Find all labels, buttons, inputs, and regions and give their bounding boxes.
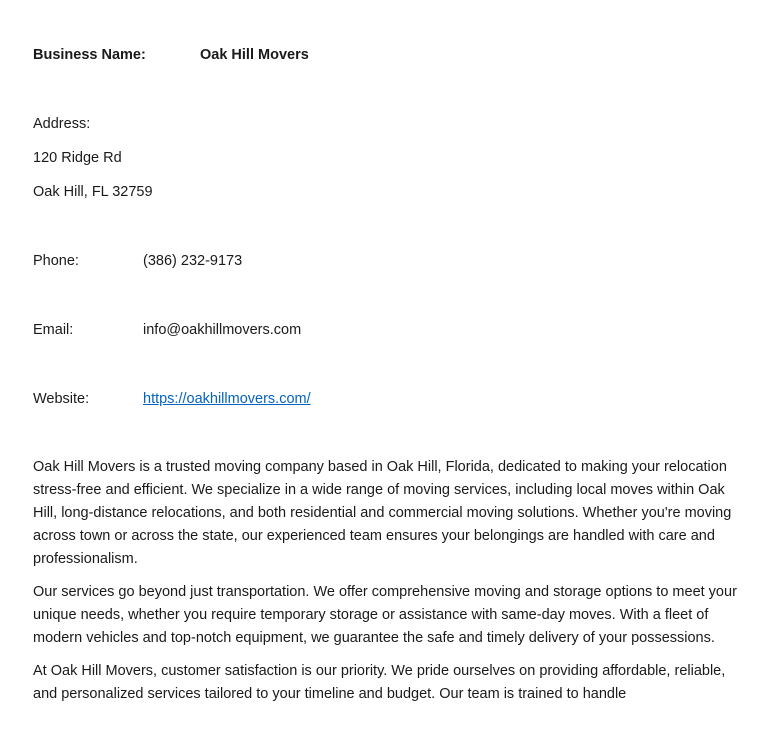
address-city-state-zip: Oak Hill, FL 32759 xyxy=(33,184,153,200)
address-street: 120 Ridge Rd xyxy=(33,150,122,166)
about-paragraph-3: At Oak Hill Movers, customer satisfaction is our priority. We pride ourselves on providing affordable, reliable, and personalized services tailored to your timeline and budget. Our team is trained to handle xyxy=(33,663,726,702)
website-row xyxy=(33,388,740,411)
phone-label: Phone: xyxy=(33,253,79,269)
about-paragraph-1: Oak Hill Movers is a trusted moving company based in Oak Hill, Florida, dedicated to making your relocation stress-free and efficient. We specialize in a wide range of moving services, including local moves within Oak Hill, long-distance relocations, and both residential and commercial moving solutions. Whether you're moving across town or across the state, our experienced team ensures your belongings are handled with care and professionalism. xyxy=(33,459,732,567)
website-link[interactable]: https://oakhillmovers.com/ xyxy=(143,391,311,407)
phone-row xyxy=(33,250,740,273)
about-paragraph-2: Our services go beyond just transportation. We offer comprehensive moving and storage options to meet your unique needs, whether you require temporary storage or assistance with same-day moves. With a fleet of modern vehicles and top-notch equipment, we guarantee the safe and timely delivery of your possessions. xyxy=(33,584,737,646)
address-line-2 xyxy=(33,181,740,204)
email-row xyxy=(33,319,740,342)
phone-value: (386) 232-9173 xyxy=(143,253,243,269)
address-label-row xyxy=(33,113,740,136)
email-label: Email: xyxy=(33,322,74,338)
business-name-row xyxy=(33,44,740,67)
business-name-value: Oak Hill Movers xyxy=(200,47,309,63)
email-value: info@oakhillmovers.com xyxy=(143,322,302,338)
address-label: Address: xyxy=(33,116,91,132)
address-line-1 xyxy=(33,147,740,170)
website-label: Website: xyxy=(33,391,90,407)
business-name-label: Business Name: xyxy=(33,47,146,63)
